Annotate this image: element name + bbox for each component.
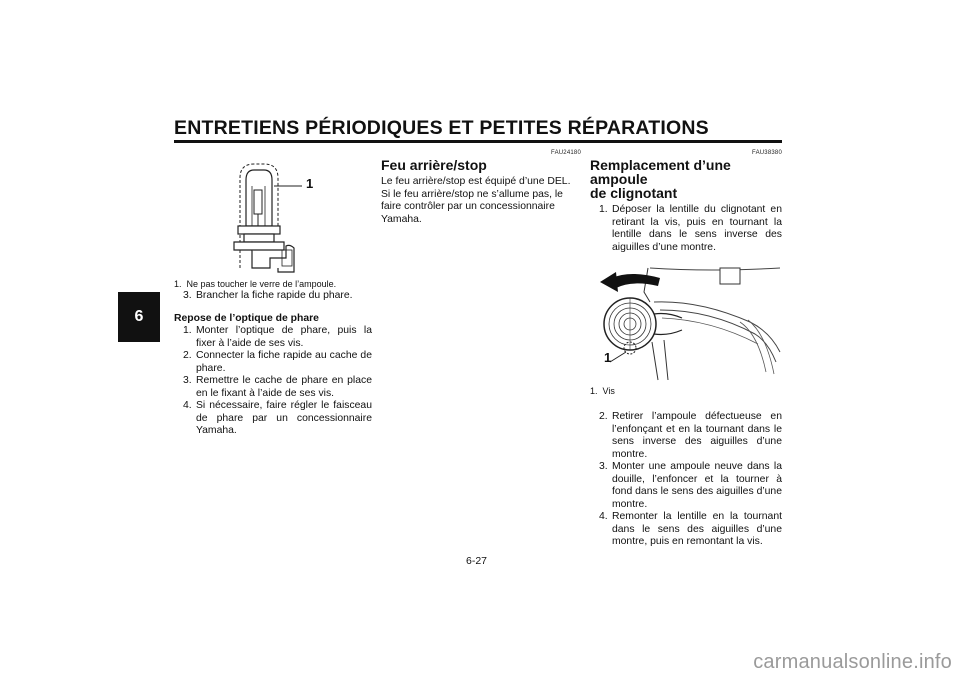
caption-text: Ne pas toucher le verre de l’ampoule. [186, 279, 337, 289]
watermark: carmanualsonline.info [753, 651, 952, 673]
step-number: 3. [183, 290, 192, 301]
headlight-bulb-illustration [174, 150, 372, 275]
list-item [590, 411, 782, 461]
figure-callout-1: 1 [604, 350, 612, 365]
paragraph: Le feu arrière/stop est équipé d’une DEL. [381, 176, 571, 187]
section-title-tail-light: Feu arrière/stop [381, 157, 487, 173]
list-item [590, 511, 782, 549]
step-text: Monter l’optique de phare, puis la fixer à l’aide de ses vis. [196, 325, 372, 349]
list-item [174, 325, 372, 350]
page-number: 6-27 [466, 555, 488, 567]
turn-signal-figure [590, 262, 782, 382]
figure-caption [174, 279, 372, 290]
step-number: 2. [183, 350, 192, 361]
paragraph: Si le feu arrière/stop ne s’allume pas, le faire contrôler par un concessionnaire Yamaha. [381, 188, 563, 225]
step-text: Connecter la fiche rapide au cache de phare. [196, 350, 372, 374]
figure-callout-1: 1 [306, 176, 314, 191]
step-number: 2. [599, 411, 608, 422]
list-item [174, 375, 372, 400]
step-number: 4. [599, 511, 608, 522]
step-text: Monter une ampoule neuve dans la douille, l’enfoncer et la tourner à fond dans le sens des aiguilles d’une montre. [612, 461, 782, 510]
turn-signal-illustration [590, 262, 782, 382]
list-item [174, 290, 372, 303]
step-text: Si nécessaire, faire régler le faisceau de phare par un concessionnaire Yamaha. [196, 400, 372, 436]
list-item [174, 400, 372, 438]
step-text: Remonter la lentille en la tournant dans le sens des aiguilles d’une montre, puis en remontant la vis. [612, 511, 782, 547]
turn-signal-step-list-a [590, 204, 782, 254]
list-item [174, 350, 372, 375]
headlight-step-list-a [174, 290, 372, 303]
reference-code: FAU24180 [551, 150, 581, 156]
column-1 [174, 150, 372, 438]
caption-number: 1. [590, 386, 598, 396]
list-item [590, 461, 782, 511]
step-number: 1. [599, 204, 608, 215]
turn-signal-step-list-b [590, 411, 782, 549]
section-title-line: de clignotant [590, 185, 678, 201]
caption-text: Vis [602, 386, 615, 396]
step-number: 3. [599, 461, 608, 472]
step-number: 1. [183, 325, 192, 336]
chapter-tab: 6 [118, 292, 160, 342]
step-text: Déposer la lentille du clignotant en retirant la vis, puis en tournant la lentille dans le sens inverse des aiguilles d’une montre. [612, 204, 782, 253]
caption-number: 1. [174, 279, 182, 289]
step-text: Retirer l’ampoule défectueuse en l’enfonçant et en la tournant dans le sens inverse des aiguilles d’une montre. [612, 411, 782, 460]
headlight-bulb-figure [174, 150, 372, 275]
section-title-line: Remplacement d’une ampoule [590, 157, 731, 187]
page-header-title: ENTRETIENS PÉRIODIQUES ET PETITES RÉPARATIONS [174, 117, 709, 139]
step-number: 4. [183, 400, 192, 411]
figure-caption [590, 386, 782, 397]
section-title-turn-signal [590, 158, 782, 200]
step-text: Brancher la fiche rapide du phare. [196, 290, 353, 301]
step-text: Remettre le cache de phare en place en le fixant à l’aide de ses vis. [196, 375, 372, 399]
column-2 [381, 150, 581, 226]
subheading-headlight-install: Repose de l’optique de phare [174, 312, 319, 324]
column-3 [590, 150, 782, 549]
headlight-step-list-b [174, 325, 372, 438]
list-item [590, 204, 782, 254]
step-number: 3. [183, 375, 192, 386]
header-rule [174, 140, 782, 143]
reference-code: FAU38380 [752, 150, 782, 156]
